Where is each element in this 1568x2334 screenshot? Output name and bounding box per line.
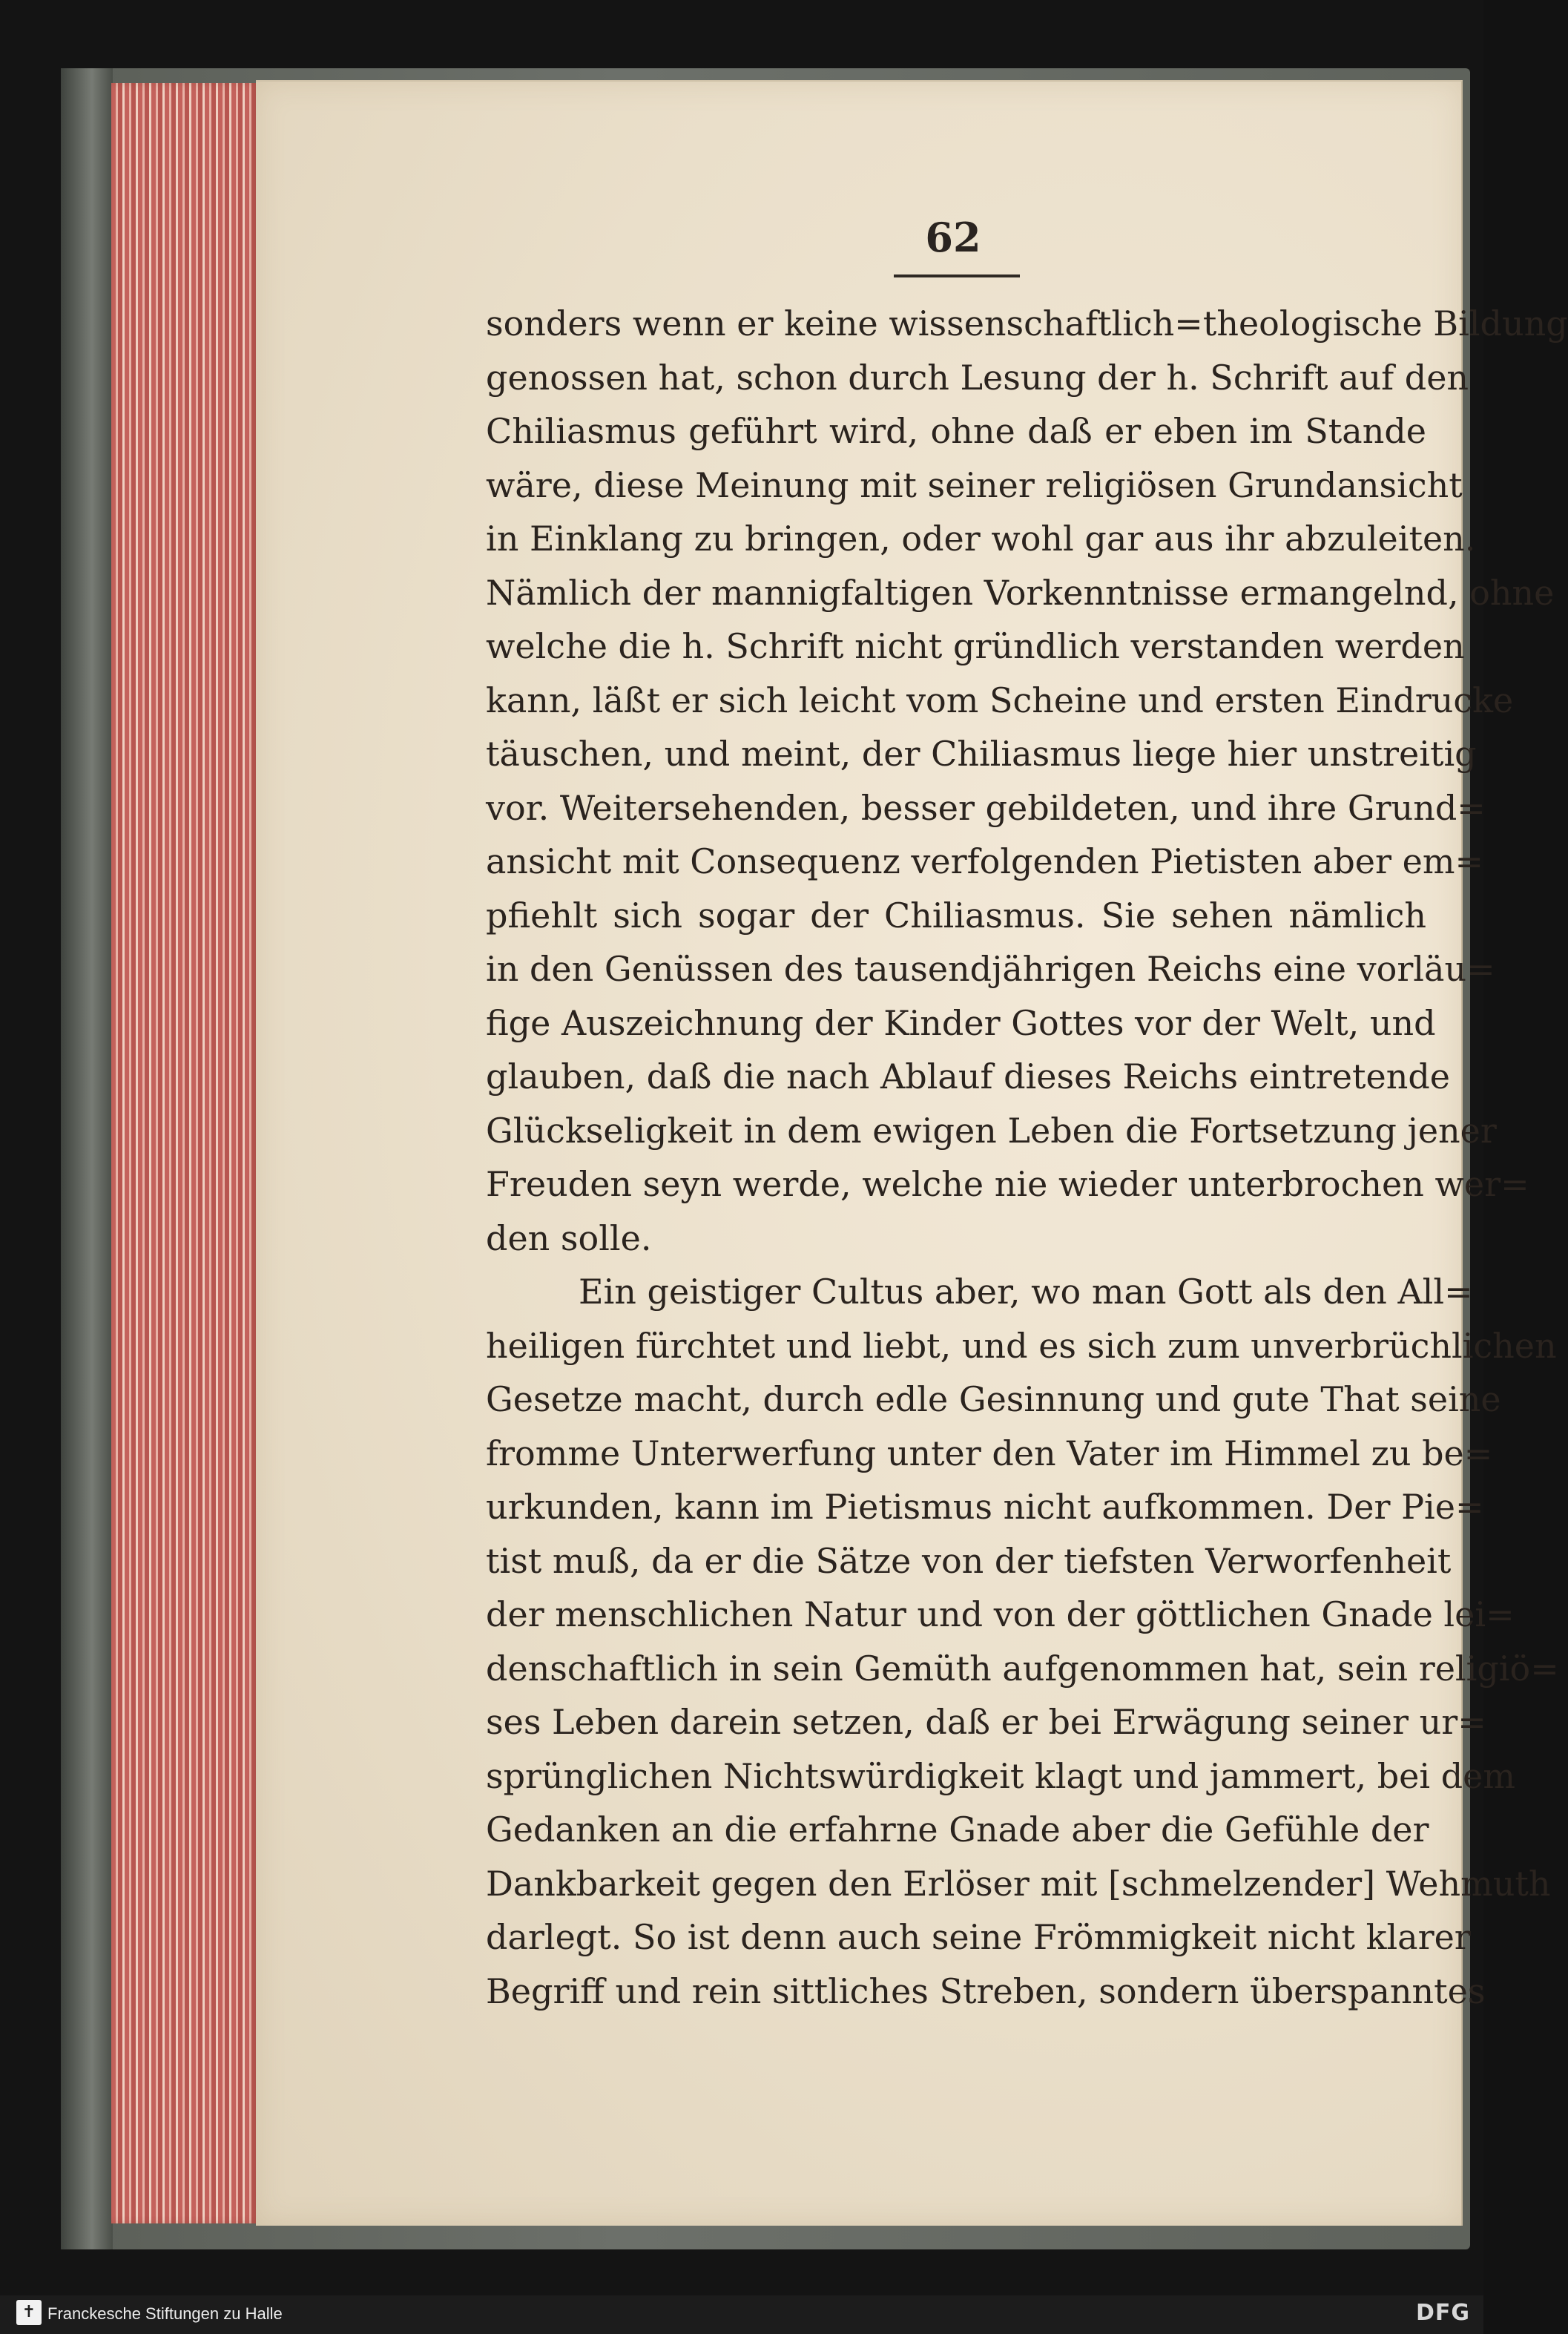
text-line: genossen hat, schon durch Lesung der h. Schrift auf den xyxy=(486,357,1469,398)
page-number: 62 xyxy=(925,214,981,261)
text-line: kann, läßt er sich leicht vom Scheine und ersten Eindrucke xyxy=(486,680,1514,720)
text-line: vor. Weitersehenden, besser gebildeten, und ihre Grund= xyxy=(486,787,1486,828)
text-line: welche die h. Schrift nicht gründlich verstanden werden xyxy=(486,626,1465,666)
text-line: täuschen, und meint, der Chiliasmus liege hier unstreitig xyxy=(486,734,1477,774)
text-line: heiligen fürchtet und liebt, und es sich zum unverbrüchlichen xyxy=(486,1325,1557,1366)
text-line: Dankbarkeit gegen den Erlöser mit [schmelzender] Wehmuth xyxy=(486,1863,1551,1904)
text-line: in Einklang zu bringen, oder wohl gar aus ihr abzuleiten. xyxy=(486,519,1476,559)
text-line: Gedanken an die erfahrne Gnade aber die Gefühle der xyxy=(486,1809,1429,1850)
text-line: in den Genüssen des tausendjährigen Reichs eine vorläu= xyxy=(486,949,1495,989)
text-line: glauben, daß die nach Ablauf dieses Reichs eintretende xyxy=(486,1056,1450,1097)
text-line: Freuden seyn werde, welche nie wieder unterbrochen wer= xyxy=(486,1164,1529,1204)
text-line: Gesetze macht, durch edle Gesinnung und gute That seine xyxy=(486,1379,1501,1419)
text-line: tist muß, da er die Sätze von der tiefsten Verworfenheit xyxy=(486,1540,1452,1581)
text-line: ansicht mit Consequenz verfolgenden Pietisten aber em= xyxy=(486,841,1484,881)
text-line: fige Auszeichnung der Kinder Gottes vor der Welt, und xyxy=(486,1002,1436,1043)
text-line: wäre, diese Meinung mit seiner religiösen Grundansicht xyxy=(486,464,1463,505)
text-line: darlegt. So ist denn auch seine Frömmigkeit nicht klarer xyxy=(486,1917,1471,1957)
text-line: Chiliasmus geführt wird, ohne daß er eben im Stande xyxy=(486,411,1426,451)
footer-institution-label: Franckesche Stiftungen zu Halle xyxy=(47,2304,283,2323)
book-spine-edge xyxy=(61,68,113,2249)
text-line: der menschlichen Natur und von der göttlichen Gnade lei= xyxy=(486,1594,1515,1634)
text-line: fromme Unterwerfung unter den Vater im Himmel zu be= xyxy=(486,1433,1493,1473)
text-line: urkunden, kann im Pietismus nicht aufkommen. Der Pie= xyxy=(486,1487,1484,1527)
text-line: Nämlich der mannigfaltigen Vorkenntnisse ermangelnd, ohne xyxy=(486,572,1555,613)
text-line: pfiehlt sich sogar der Chiliasmus. Sie sehen nämlich xyxy=(486,895,1426,936)
page-number-rule xyxy=(894,275,1020,277)
text-line: Glückseligkeit in dem ewigen Leben die Fortsetzung jener xyxy=(486,1110,1497,1151)
institution-logo-icon: ✝ xyxy=(16,2300,42,2325)
page-fore-edge xyxy=(111,83,262,2223)
text-line: Begriff und rein sittliches Streben, sondern überspanntes xyxy=(486,1970,1486,2011)
page-text-block xyxy=(486,297,1568,2062)
text-line: sprünglichen Nichtswürdigkeit klagt und jammert, bei dem xyxy=(486,1755,1516,1796)
text-line: ses Leben darein setzen, daß er bei Erwägung seiner ur= xyxy=(486,1702,1486,1742)
dfg-logo: DFG xyxy=(1415,2300,1470,2326)
text-line: denschaftlich in sein Gemüth aufgenommen hat, sein religiö= xyxy=(486,1648,1559,1689)
text-line: Ein geistiger Cultus aber, wo man Gott als den All= xyxy=(579,1272,1473,1312)
text-line: den solle. xyxy=(486,1217,652,1258)
text-line: sonders wenn er keine wissenschaftlich=theologische Bildung xyxy=(486,303,1568,343)
